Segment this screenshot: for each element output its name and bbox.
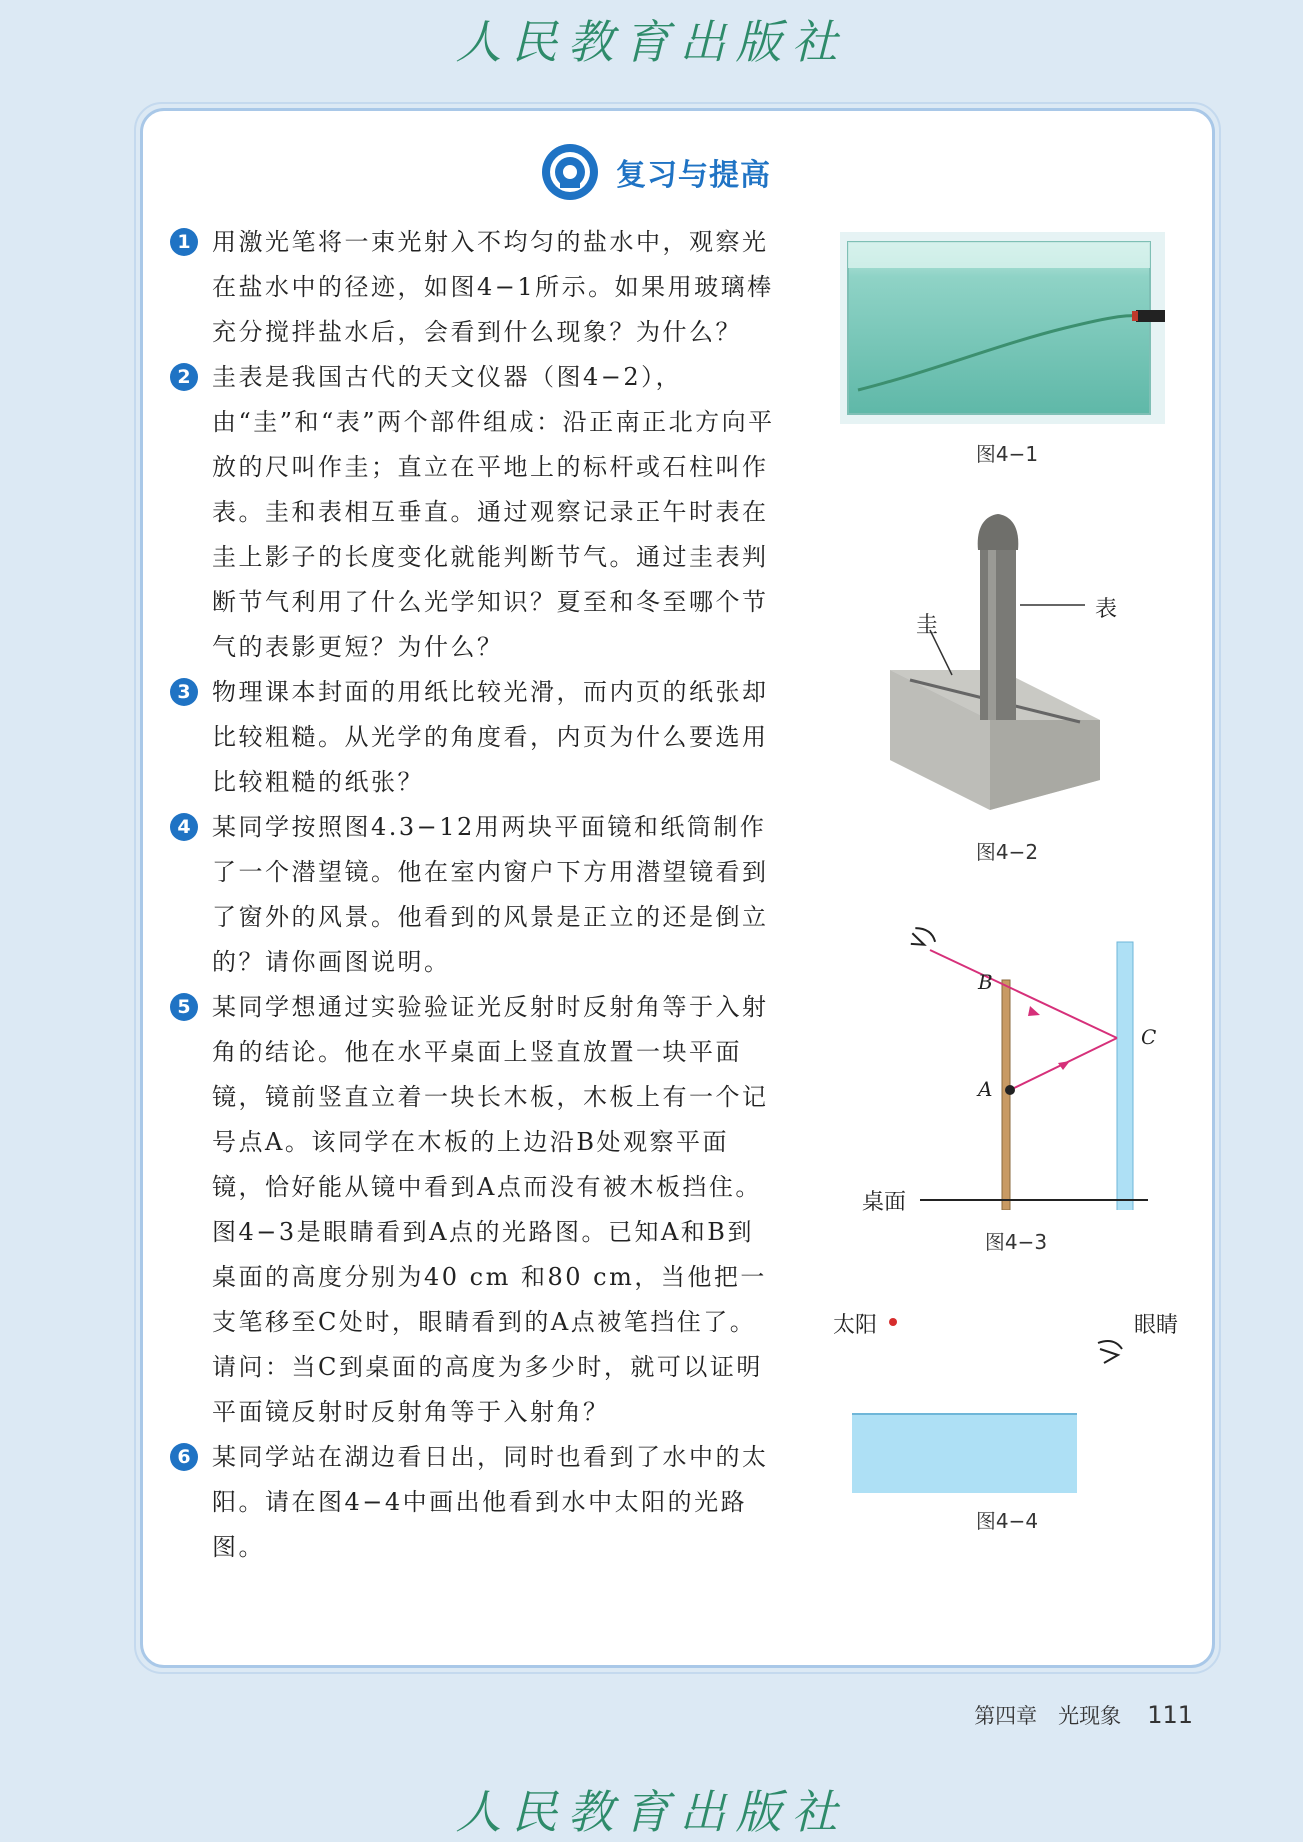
page-number: 111 <box>1147 1701 1193 1729</box>
label-eye: 眼睛 <box>1134 1313 1179 1338</box>
question-text: 圭表是我国古代的天文仪器（图4−2），由“圭”和“表”两个部件组成：沿正南正北方向平放的尺叫作圭；直立在平地上的标杆或石柱叫作表。圭和表相互垂直。通过观察记录正午时表在圭上影子的长度变化就能判断节气。通过圭表判断节气利用了什么光学知识？夏至和冬至哪个节气的表影更短？为什么？ <box>212 363 775 661</box>
question-3 <box>170 670 775 805</box>
question-number: 1 <box>170 228 198 256</box>
figure-4-3-reflection-diagram <box>900 920 1160 1210</box>
question-text: 用激光笔将一束光射入不均匀的盐水中，观察光在盐水中的径迹，如图4−1所示。如果用玻璃棒充分搅拌盐水后，会看到什么现象？为什么？ <box>212 228 774 346</box>
chapter-title: 第四章 光现象 <box>974 1704 1122 1728</box>
eye-icon <box>907 925 938 954</box>
section-heading <box>540 140 771 204</box>
figure-4-3-caption: 图4−3 <box>984 1230 1048 1254</box>
section-title: 复习与提高 <box>616 158 771 193</box>
figure-4-2-caption: 图4−2 <box>975 840 1039 864</box>
page-footer <box>974 1700 1193 1730</box>
label-desk: 桌面 <box>862 1190 907 1215</box>
publisher-footer: 人民教育出版社 <box>455 1785 848 1839</box>
question-number: 4 <box>170 813 198 841</box>
publisher-header: 人民教育出版社 <box>455 15 848 69</box>
eye-icon <box>1090 1335 1130 1371</box>
label-gui: 圭 <box>916 613 939 638</box>
label-b: B <box>978 970 993 994</box>
label-a: A <box>978 1077 993 1101</box>
figure-4-1-tank-photo <box>840 232 1165 424</box>
question-5 <box>170 985 775 1435</box>
figure-4-4-caption: 图4−4 <box>975 1509 1039 1533</box>
question-text: 某同学站在湖边看日出，同时也看到了水中的太阳。请在图4−4中画出他看到水中太阳的光路图。 <box>212 1443 769 1561</box>
label-biao: 表 <box>1095 597 1118 622</box>
question-list <box>170 220 775 1570</box>
question-number: 6 <box>170 1443 198 1471</box>
question-2 <box>170 355 775 670</box>
question-4 <box>170 805 775 985</box>
question-text: 某同学按照图4.3−12用两块平面镜和纸筒制作了一个潜望镜。他在室内窗户下方用潜望镜看到了窗外的风景。他看到的风景是正立的还是倒立的？请你画图说明。 <box>212 813 769 976</box>
label-sun: 太阳 <box>833 1313 878 1338</box>
question-text: 物理课本封面的用纸比较光滑，而内页的纸张却比较粗糙。从光学的角度看，内页为什么要选用比较粗糙的纸张？ <box>212 678 769 796</box>
question-6 <box>170 1435 775 1570</box>
figure-4-1-caption: 图4−1 <box>975 442 1039 466</box>
question-1 <box>170 220 775 355</box>
label-c: C <box>1141 1025 1157 1049</box>
target-icon <box>540 142 600 202</box>
question-number: 2 <box>170 363 198 391</box>
lake-water <box>852 1413 1077 1493</box>
sun-dot <box>887 1316 899 1328</box>
question-text: 某同学想通过实验验证光反射时反射角等于入射角的结论。他在水平桌面上竖直放置一块平面镜，镜前竖直立着一块长木板，木板上有一个记号点A。该同学在木板的上边沿B处观察平面镜，恰好能从镜中看到A点而没有被木板挡住。图4−3是眼睛看到A点的光路图。已知A和B到桌面的高度分别为40 cm 和80 cm，当他把一支笔移至C处时，眼睛看到的A点被笔挡住了。请问：当C到桌面的高度为多少时，就可以证明平面镜反射时反射角等于入射角？ <box>212 993 769 1426</box>
question-number: 3 <box>170 678 198 706</box>
question-number: 5 <box>170 993 198 1021</box>
